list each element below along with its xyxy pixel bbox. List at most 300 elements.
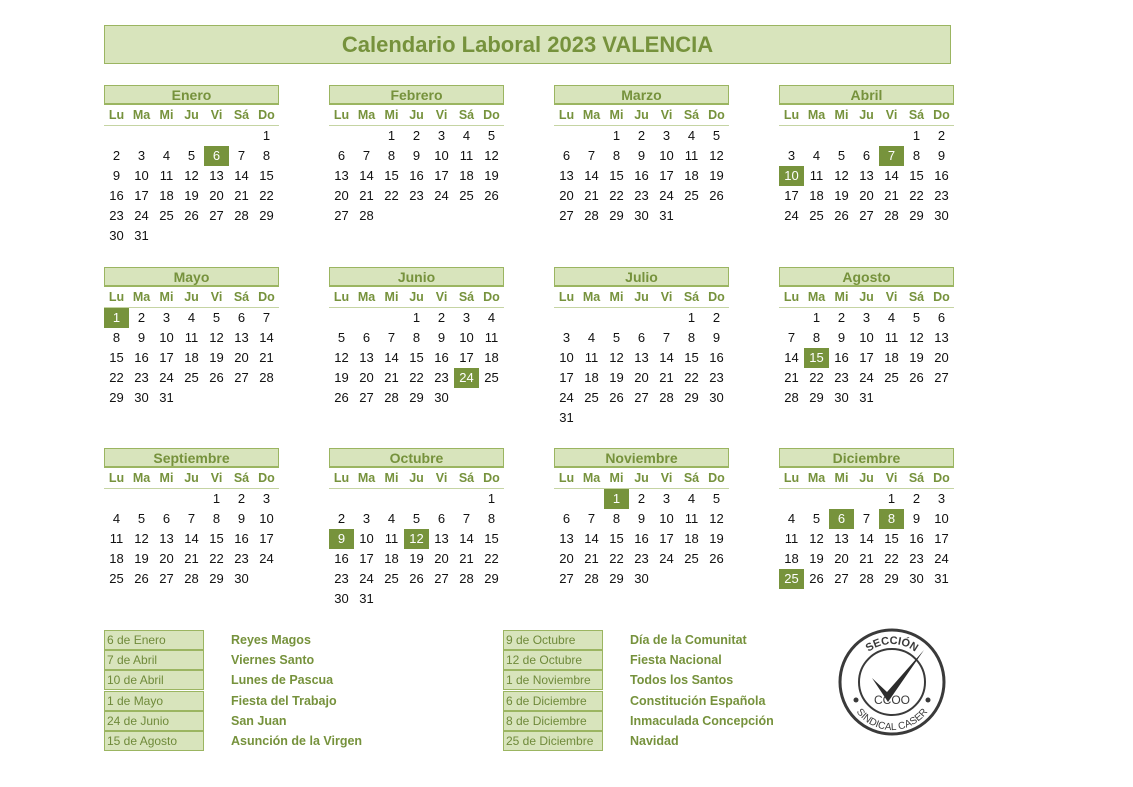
day-cell: 17	[359, 551, 374, 566]
empty-cell	[779, 308, 804, 328]
union-stamp-logo	[832, 620, 952, 742]
day-cell: 11	[684, 511, 699, 526]
weekday-header: Do	[929, 105, 954, 126]
legend-date: 25 de Diciembre	[503, 731, 603, 751]
day-cell: 23	[634, 188, 649, 203]
day-cell: 13	[209, 168, 224, 183]
day-cell: 11	[109, 531, 124, 546]
empty-cell	[354, 308, 379, 328]
day-cell: 11	[684, 148, 699, 163]
legend-holiday-name: Lunes de Pascua	[231, 673, 334, 688]
day-cell: 26	[709, 551, 724, 566]
weekday-header: Mi	[154, 105, 179, 126]
day-cell: 19	[909, 350, 924, 365]
empty-cell	[354, 489, 379, 509]
day-cell: 13	[234, 330, 249, 345]
day-cell: 3	[437, 128, 446, 143]
day-cell: 15	[384, 168, 399, 183]
day-cell: 6	[337, 148, 346, 163]
day-cell: 12	[484, 148, 499, 163]
holiday-day-cell: 8	[879, 509, 904, 529]
month-diciembre	[779, 448, 954, 589]
weekday-header: Lu	[104, 468, 129, 489]
day-cell: 11	[884, 330, 899, 345]
day-cell: 15	[109, 350, 124, 365]
day-cell: 6	[237, 310, 246, 325]
day-cell: 17	[434, 168, 449, 183]
day-cell: 28	[384, 390, 399, 405]
day-cell: 17	[559, 370, 574, 385]
day-cell: 26	[334, 390, 349, 405]
weekday-header: Ju	[854, 468, 879, 489]
weekday-header: Do	[704, 287, 729, 308]
empty-cell	[879, 126, 904, 146]
day-cell: 4	[162, 148, 171, 163]
legend-holiday-name: Inmaculada Concepción	[630, 713, 774, 728]
day-cell: 13	[834, 531, 849, 546]
weekday-header: Lu	[329, 105, 354, 126]
day-cell: 15	[209, 531, 224, 546]
weekday-header: Sá	[454, 105, 479, 126]
month-grid	[779, 105, 954, 226]
legend-date: 7 de Abril	[104, 650, 204, 670]
empty-cell	[154, 489, 179, 509]
day-cell: 5	[812, 511, 821, 526]
day-cell: 7	[387, 330, 396, 345]
day-cell: 9	[137, 330, 146, 345]
day-cell: 30	[709, 390, 724, 405]
day-cell: 14	[884, 168, 899, 183]
day-cell: 5	[712, 491, 721, 506]
weekday-header: Ju	[854, 105, 879, 126]
day-cell: 28	[584, 208, 599, 223]
day-cell: 2	[712, 310, 721, 325]
weekday-header: Ma	[804, 287, 829, 308]
svg-text:CCOO: CCOO	[874, 693, 910, 707]
day-cell: 17	[159, 350, 174, 365]
empty-cell	[454, 489, 479, 509]
legend-date: 10 de Abril	[104, 670, 204, 690]
day-cell: 30	[334, 591, 349, 606]
weekday-header: Sá	[904, 468, 929, 489]
legend-holiday-name: Todos los Santos	[630, 673, 734, 688]
day-cell: 25	[159, 208, 174, 223]
day-cell: 18	[184, 350, 199, 365]
empty-cell	[604, 308, 629, 328]
day-cell: 6	[862, 148, 871, 163]
day-cell: 9	[712, 330, 721, 345]
empty-cell	[154, 126, 179, 146]
day-cell: 3	[262, 491, 271, 506]
day-cell: 18	[684, 531, 699, 546]
day-cell: 26	[134, 571, 149, 586]
weekday-header: Ma	[579, 287, 604, 308]
day-cell: 6	[437, 511, 446, 526]
day-cell: 2	[637, 128, 646, 143]
day-cell: 23	[434, 370, 449, 385]
empty-cell	[379, 489, 404, 509]
weekday-header: Sá	[904, 287, 929, 308]
month-junio	[329, 267, 504, 408]
weekday-header: Ma	[129, 105, 154, 126]
weekday-header: Lu	[554, 105, 579, 126]
empty-cell	[104, 489, 129, 509]
weekday-header: Mi	[154, 468, 179, 489]
day-cell: 6	[637, 330, 646, 345]
day-cell: 20	[159, 551, 174, 566]
day-cell: 12	[184, 168, 199, 183]
holiday-day-cell: 10	[779, 166, 804, 186]
weekday-header: Vi	[204, 105, 229, 126]
day-cell: 19	[134, 551, 149, 566]
day-cell: 7	[362, 148, 371, 163]
empty-cell	[554, 308, 579, 328]
weekday-header: Lu	[329, 468, 354, 489]
day-cell: 21	[184, 551, 199, 566]
empty-cell	[854, 126, 879, 146]
empty-cell	[829, 126, 854, 146]
day-cell: 24	[134, 208, 149, 223]
weekday-header: Lu	[554, 287, 579, 308]
day-cell: 25	[184, 370, 199, 385]
day-cell: 28	[184, 571, 199, 586]
weekday-header: Vi	[204, 468, 229, 489]
day-cell: 1	[812, 310, 821, 325]
empty-cell	[129, 126, 154, 146]
day-cell: 13	[159, 531, 174, 546]
day-cell: 23	[634, 551, 649, 566]
month-name: Junio	[329, 267, 504, 287]
day-cell: 31	[359, 591, 374, 606]
day-cell: 12	[609, 350, 624, 365]
weekday-header: Ju	[179, 105, 204, 126]
day-cell: 28	[859, 571, 874, 586]
day-cell: 15	[484, 531, 499, 546]
day-cell: 3	[462, 310, 471, 325]
day-cell: 13	[334, 168, 349, 183]
weekday-header: Vi	[429, 105, 454, 126]
holiday-day-cell: 1	[104, 308, 129, 328]
day-cell: 4	[687, 128, 696, 143]
legend-holiday-name: Fiesta Nacional	[630, 653, 722, 668]
day-cell: 25	[884, 370, 899, 385]
day-cell: 24	[559, 390, 574, 405]
day-cell: 20	[434, 551, 449, 566]
weekday-header: Do	[254, 105, 279, 126]
weekday-header: Ma	[129, 287, 154, 308]
day-cell: 31	[659, 208, 674, 223]
day-cell: 10	[559, 350, 574, 365]
day-cell: 21	[259, 350, 274, 365]
day-cell: 3	[862, 310, 871, 325]
day-cell: 11	[459, 148, 474, 163]
day-cell: 20	[634, 370, 649, 385]
day-cell: 4	[462, 128, 471, 143]
day-cell: 8	[112, 330, 121, 345]
weekday-header: Mi	[829, 468, 854, 489]
day-cell: 10	[434, 148, 449, 163]
day-cell: 22	[384, 188, 399, 203]
day-cell: 3	[937, 491, 946, 506]
weekday-header: Ma	[579, 105, 604, 126]
weekday-header: Ma	[129, 468, 154, 489]
day-cell: 26	[834, 208, 849, 223]
day-cell: 18	[809, 188, 824, 203]
weekday-header: Sá	[454, 468, 479, 489]
empty-cell	[229, 126, 254, 146]
holiday-day-cell: 6	[204, 146, 229, 166]
day-cell: 14	[184, 531, 199, 546]
empty-cell	[804, 126, 829, 146]
weekday-header: Mi	[604, 287, 629, 308]
day-cell: 27	[559, 208, 574, 223]
day-cell: 27	[234, 370, 249, 385]
month-noviembre	[554, 448, 729, 589]
day-cell: 31	[859, 390, 874, 405]
day-cell: 19	[209, 350, 224, 365]
day-cell: 19	[484, 168, 499, 183]
holiday-day-cell: 9	[329, 529, 354, 549]
legend-date: 6 de Diciembre	[503, 691, 603, 711]
weekday-header: Ju	[404, 287, 429, 308]
day-cell: 16	[909, 531, 924, 546]
day-cell: 16	[634, 531, 649, 546]
day-cell: 29	[809, 390, 824, 405]
day-cell: 2	[912, 491, 921, 506]
legend-holiday-name: Día de la Comunitat	[630, 633, 747, 647]
day-cell: 11	[484, 330, 499, 345]
day-cell: 1	[887, 491, 896, 506]
month-mayo	[104, 267, 279, 408]
day-cell: 9	[237, 511, 246, 526]
svg-text:SECCIÓN: SECCIÓN	[863, 634, 921, 655]
day-cell: 1	[412, 310, 421, 325]
day-cell: 21	[784, 370, 799, 385]
month-agosto	[779, 267, 954, 408]
day-cell: 6	[937, 310, 946, 325]
day-cell: 29	[909, 208, 924, 223]
day-cell: 19	[709, 168, 724, 183]
weekday-header: Lu	[779, 468, 804, 489]
day-cell: 21	[659, 370, 674, 385]
day-cell: 16	[409, 168, 424, 183]
day-cell: 14	[384, 350, 399, 365]
day-cell: 3	[662, 128, 671, 143]
day-cell: 9	[437, 330, 446, 345]
day-cell: 17	[134, 188, 149, 203]
day-cell: 21	[859, 551, 874, 566]
day-cell: 13	[634, 350, 649, 365]
weekday-header: Vi	[429, 468, 454, 489]
day-cell: 8	[687, 330, 696, 345]
empty-cell	[179, 126, 204, 146]
day-cell: 25	[684, 551, 699, 566]
day-cell: 27	[334, 208, 349, 223]
day-cell: 11	[809, 168, 824, 183]
day-cell: 4	[112, 511, 121, 526]
weekday-header: Sá	[904, 105, 929, 126]
weekday-header: Vi	[654, 468, 679, 489]
svg-text:SINDICAL CASER: SINDICAL CASER	[853, 706, 931, 734]
day-cell: 1	[612, 128, 621, 143]
day-cell: 22	[609, 188, 624, 203]
day-cell: 26	[909, 370, 924, 385]
day-cell: 20	[359, 370, 374, 385]
day-cell: 15	[684, 350, 699, 365]
weekday-header: Do	[929, 468, 954, 489]
day-cell: 24	[359, 571, 374, 586]
day-cell: 22	[109, 370, 124, 385]
day-cell: 6	[562, 148, 571, 163]
legend-date: 12 de Octubre	[503, 650, 603, 670]
day-cell: 1	[912, 128, 921, 143]
day-cell: 26	[209, 370, 224, 385]
empty-cell	[779, 126, 804, 146]
empty-cell	[329, 126, 354, 146]
day-cell: 11	[584, 350, 599, 365]
day-cell: 26	[184, 208, 199, 223]
day-cell: 27	[209, 208, 224, 223]
weekday-header: Lu	[779, 105, 804, 126]
day-cell: 12	[909, 330, 924, 345]
month-grid	[554, 468, 729, 589]
weekday-header: Mi	[379, 105, 404, 126]
weekday-header: Vi	[429, 287, 454, 308]
month-enero	[104, 85, 279, 246]
day-cell: 21	[459, 551, 474, 566]
legend-date: 24 de Junio	[104, 711, 204, 731]
day-cell: 2	[637, 491, 646, 506]
day-cell: 12	[334, 350, 349, 365]
day-cell: 16	[234, 531, 249, 546]
day-cell: 11	[159, 168, 174, 183]
weekday-header: Lu	[779, 287, 804, 308]
day-cell: 24	[259, 551, 274, 566]
day-cell: 5	[487, 128, 496, 143]
day-cell: 22	[909, 188, 924, 203]
day-cell: 4	[187, 310, 196, 325]
day-cell: 22	[209, 551, 224, 566]
weekday-header: Mi	[829, 287, 854, 308]
day-cell: 27	[634, 390, 649, 405]
holiday-day-cell: 7	[879, 146, 904, 166]
day-cell: 1	[262, 128, 271, 143]
weekday-header: Vi	[879, 468, 904, 489]
weekday-header: Sá	[229, 287, 254, 308]
day-cell: 3	[137, 148, 146, 163]
day-cell: 29	[684, 390, 699, 405]
day-cell: 21	[884, 188, 899, 203]
legend-date: 8 de Diciembre	[503, 711, 603, 731]
day-cell: 26	[409, 571, 424, 586]
day-cell: 28	[359, 208, 374, 223]
day-cell: 14	[584, 168, 599, 183]
day-cell: 9	[937, 148, 946, 163]
month-name: Febrero	[329, 85, 504, 105]
day-cell: 23	[934, 188, 949, 203]
month-name: Mayo	[104, 267, 279, 287]
day-cell: 15	[909, 168, 924, 183]
day-cell: 27	[434, 571, 449, 586]
day-cell: 2	[112, 148, 121, 163]
month-name: Octubre	[329, 448, 504, 468]
day-cell: 13	[359, 350, 374, 365]
legend-holiday-name: San Juan	[231, 713, 287, 728]
legend-holiday-name: Fiesta del Trabajo	[231, 693, 337, 708]
day-cell: 30	[634, 208, 649, 223]
empty-cell	[854, 489, 879, 509]
day-cell: 28	[884, 208, 899, 223]
day-cell: 20	[834, 551, 849, 566]
day-cell: 23	[234, 551, 249, 566]
day-cell: 18	[459, 168, 474, 183]
empty-cell	[129, 489, 154, 509]
weekday-header: Ju	[404, 105, 429, 126]
day-cell: 16	[434, 350, 449, 365]
day-cell: 7	[462, 511, 471, 526]
day-cell: 24	[859, 370, 874, 385]
day-cell: 24	[934, 551, 949, 566]
weekday-header: Vi	[879, 105, 904, 126]
day-cell: 17	[659, 168, 674, 183]
empty-cell	[554, 489, 579, 509]
day-cell: 21	[584, 551, 599, 566]
holiday-day-cell: 25	[779, 569, 804, 589]
day-cell: 26	[609, 390, 624, 405]
day-cell: 29	[109, 390, 124, 405]
day-cell: 4	[887, 310, 896, 325]
month-grid	[104, 287, 279, 408]
day-cell: 11	[384, 531, 399, 546]
day-cell: 14	[359, 168, 374, 183]
day-cell: 10	[859, 330, 874, 345]
day-cell: 4	[387, 511, 396, 526]
day-cell: 27	[159, 571, 174, 586]
day-cell: 5	[337, 330, 346, 345]
day-cell: 2	[437, 310, 446, 325]
day-cell: 11	[184, 330, 199, 345]
day-cell: 29	[209, 571, 224, 586]
weekday-header: Lu	[554, 468, 579, 489]
day-cell: 5	[837, 148, 846, 163]
day-cell: 16	[334, 551, 349, 566]
day-cell: 23	[834, 370, 849, 385]
month-grid	[329, 468, 504, 609]
day-cell: 24	[159, 370, 174, 385]
day-cell: 10	[359, 531, 374, 546]
day-cell: 25	[109, 571, 124, 586]
day-cell: 8	[212, 511, 221, 526]
month-grid	[329, 105, 504, 226]
day-cell: 10	[934, 511, 949, 526]
day-cell: 7	[237, 148, 246, 163]
weekday-header: Sá	[679, 287, 704, 308]
empty-cell	[429, 489, 454, 509]
day-cell: 6	[562, 511, 571, 526]
day-cell: 11	[784, 531, 799, 546]
legend-date: 1 de Mayo	[104, 691, 204, 711]
month-name: Julio	[554, 267, 729, 287]
weekday-header: Ju	[179, 287, 204, 308]
empty-cell	[829, 489, 854, 509]
weekday-header: Mi	[379, 468, 404, 489]
day-cell: 8	[612, 148, 621, 163]
day-cell: 12	[209, 330, 224, 345]
weekday-header: Do	[254, 468, 279, 489]
day-cell: 19	[709, 531, 724, 546]
day-cell: 2	[337, 511, 346, 526]
day-cell: 12	[134, 531, 149, 546]
